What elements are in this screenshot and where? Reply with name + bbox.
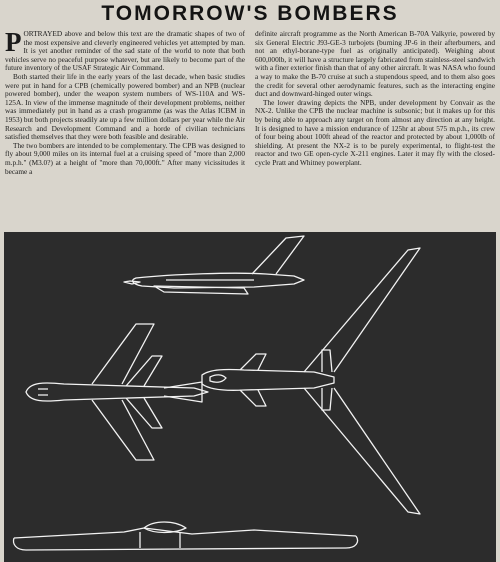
left-column [5, 30, 245, 230]
paragraph-5: The lower drawing depicts the NPB, under development by Convair as the NX-2. Unlike the CPB the nuclear machine is subsonic; but it makes up for this by being able to approach any target on from almost any direction at any height. It is designed to have a mission endurance of 125hr at about 575 m.p.h., its crew of four being about 100ft ahead of the reactor and protected by about 1,000lb of shielding. At present the NX-2 is to be purely experimental, to flight-test the reactor and two GE open-cycle X-211 engines. Later it may fly with the closed-cycle Pratt and Whitney powerplant. [255, 97, 495, 167]
b70-plan-view [26, 324, 208, 460]
aircraft-drawings-svg [4, 232, 496, 562]
paragraph-1-text: ORTRAYED above and below this text are the dramatic shapes of two of the most expensive and cleverly engineered vehicles yet attempted by man. It is yet another reminder of the sad state of the world to note that both vehicles serve no peaceful purpose whatever, but are likely to become part of the future inventory of the USAF Strategic Air Command. [5, 30, 245, 73]
aircraft-illustration [4, 232, 496, 562]
b70-side-view [124, 236, 304, 294]
paragraph-1 [5, 30, 245, 73]
paragraph-2: Both started their life in the early years of the last decade, when basic studies were put in hand for a CPB (chemically powered bomber) and an NPB (nuclear powered bomber), under the weapon system numbers of WS-110A and WS-125A. In view of the immense magnitude of their development problems, neither was immediately put in hand as a crash programme (as was the Atlas ICBM in 1953) but both projects steadily ate up a few million dollars per year while the Air Research and Development Command and a horde of civilian technicians satisfied themselves that they were both feasible and desirable. [5, 71, 245, 142]
page-title: TOMORROW'S BOMBERS [101, 2, 399, 25]
nx2-front-view [14, 522, 358, 550]
drop-cap: P [5, 30, 22, 57]
paragraph-4: definite aircraft programme as the North American B-70A Valkyrie, powered by six General Electric J93-GE-3 turbojets (burning JP-6 in their afterburners, and not an ethyl-borane-type fuel as originally anticipated). Weighing about 600,000lb, it will have a structure largely fabricated from stainless-steel sandwich with a finer exterior finish than that of any other aircraft. It was NASA who found a way to make the B-70 cruise at such a stupendous speed, and to them also goes the credit for several other aerodynamic features, such as the interacting engine duct and downward-hinged outer wings. [255, 30, 495, 99]
right-column [255, 30, 495, 230]
article-body [5, 30, 495, 230]
paragraph-3: The two bombers are intended to be complementary. The CPB was designed to fly about 9,000 miles on its internal fuel at a cruising speed of "more than 2,000 m.p.h." (M3.0?) at a height of "more than 70,000ft." After many vicissitudes it became a [5, 140, 245, 176]
